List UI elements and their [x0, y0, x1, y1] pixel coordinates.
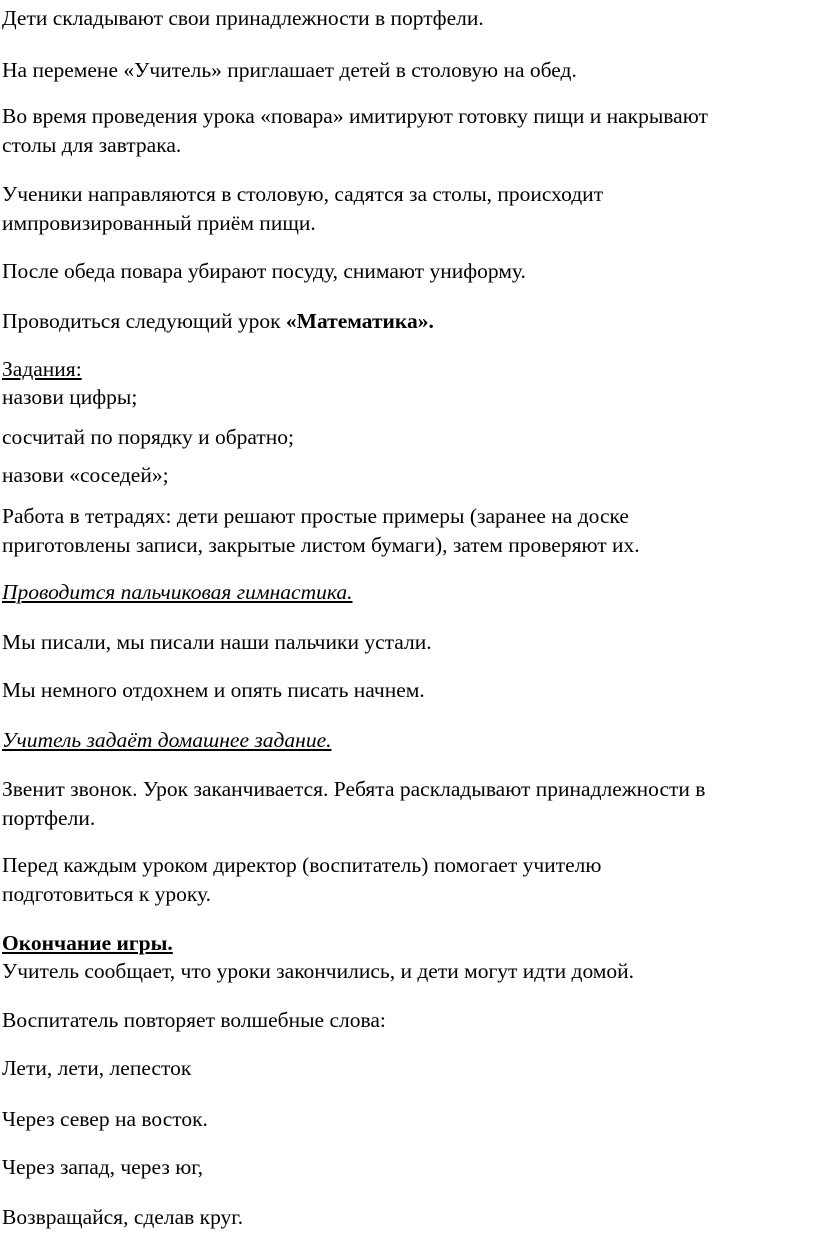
- paragraph-magic-words: Воспитатель повторяет волшебные слова:: [2, 1008, 386, 1032]
- paragraph-lessons-over: Учитель сообщает, что уроки закончились, и дети могут идти домой.: [2, 959, 635, 983]
- paragraph-director-line-2: подготовиться к уроку.: [2, 882, 212, 906]
- paragraph-next-lesson: [2, 307, 434, 335]
- poem-line: Возвращайся, сделав круг.: [2, 1205, 244, 1229]
- paragraph-bell-line-1: Звенит звонок. Урок заканчивается. Ребята раскладывают принадлежности в: [2, 777, 706, 801]
- paragraph-cooks-line-1: Во время проведения урока «повара» имитируют готовку пищи и накрывают: [2, 104, 708, 128]
- gymnastics-heading: Проводится пальчиковая гимнастика.: [2, 580, 353, 604]
- task-item: назови «соседей»;: [2, 463, 169, 487]
- next-lesson-text: Проводиться следующий урок: [2, 309, 286, 333]
- tasks-heading: Задания:: [2, 357, 82, 381]
- poem-line: Через запад, через юг,: [2, 1155, 204, 1179]
- paragraph-notebooks-line-2: приготовлены записи, закрытые листом бумаги), затем проверяют их.: [2, 533, 640, 557]
- poem-line: Через север на восток.: [2, 1107, 208, 1131]
- rhyme-line: Мы писали, мы писали наши пальчики устали.: [2, 630, 432, 654]
- task-item: сосчитай по порядку и обратно;: [2, 425, 295, 449]
- end-of-game-heading: Окончание игры.: [2, 931, 173, 955]
- paragraph-notebooks-line-1: Работа в тетрадях: дети решают простые примеры (заранее на доске: [2, 504, 629, 528]
- poem-line: Лети, лети, лепесток: [2, 1056, 192, 1080]
- homework-heading: Учитель задаёт домашнее задание.: [2, 728, 332, 752]
- paragraph-canteen-line-1: Ученики направляются в столовую, садятся за столы, происходит: [2, 182, 604, 206]
- paragraph-canteen-line-2: импровизированный приём пищи.: [2, 211, 316, 235]
- paragraph-after-lunch: После обеда повара убирают посуду, снимают униформу.: [2, 259, 526, 283]
- paragraph-director-line-1: Перед каждым уроком директор (воспитатель) помогает учителю: [2, 853, 602, 877]
- paragraph-packing: Дети складывают свои принадлежности в портфели.: [2, 6, 484, 30]
- paragraph-break-lunch: На перемене «Учитель» приглашает детей в столовую на обед.: [2, 58, 577, 82]
- task-item: назови цифры;: [2, 385, 138, 409]
- paragraph-bell-line-2: портфели.: [2, 806, 96, 830]
- lesson-title-math: «Математика».: [285, 309, 434, 333]
- paragraph-cooks-line-2: столы для завтрака.: [2, 133, 182, 157]
- rhyme-line: Мы немного отдохнем и опять писать начнем.: [2, 678, 425, 702]
